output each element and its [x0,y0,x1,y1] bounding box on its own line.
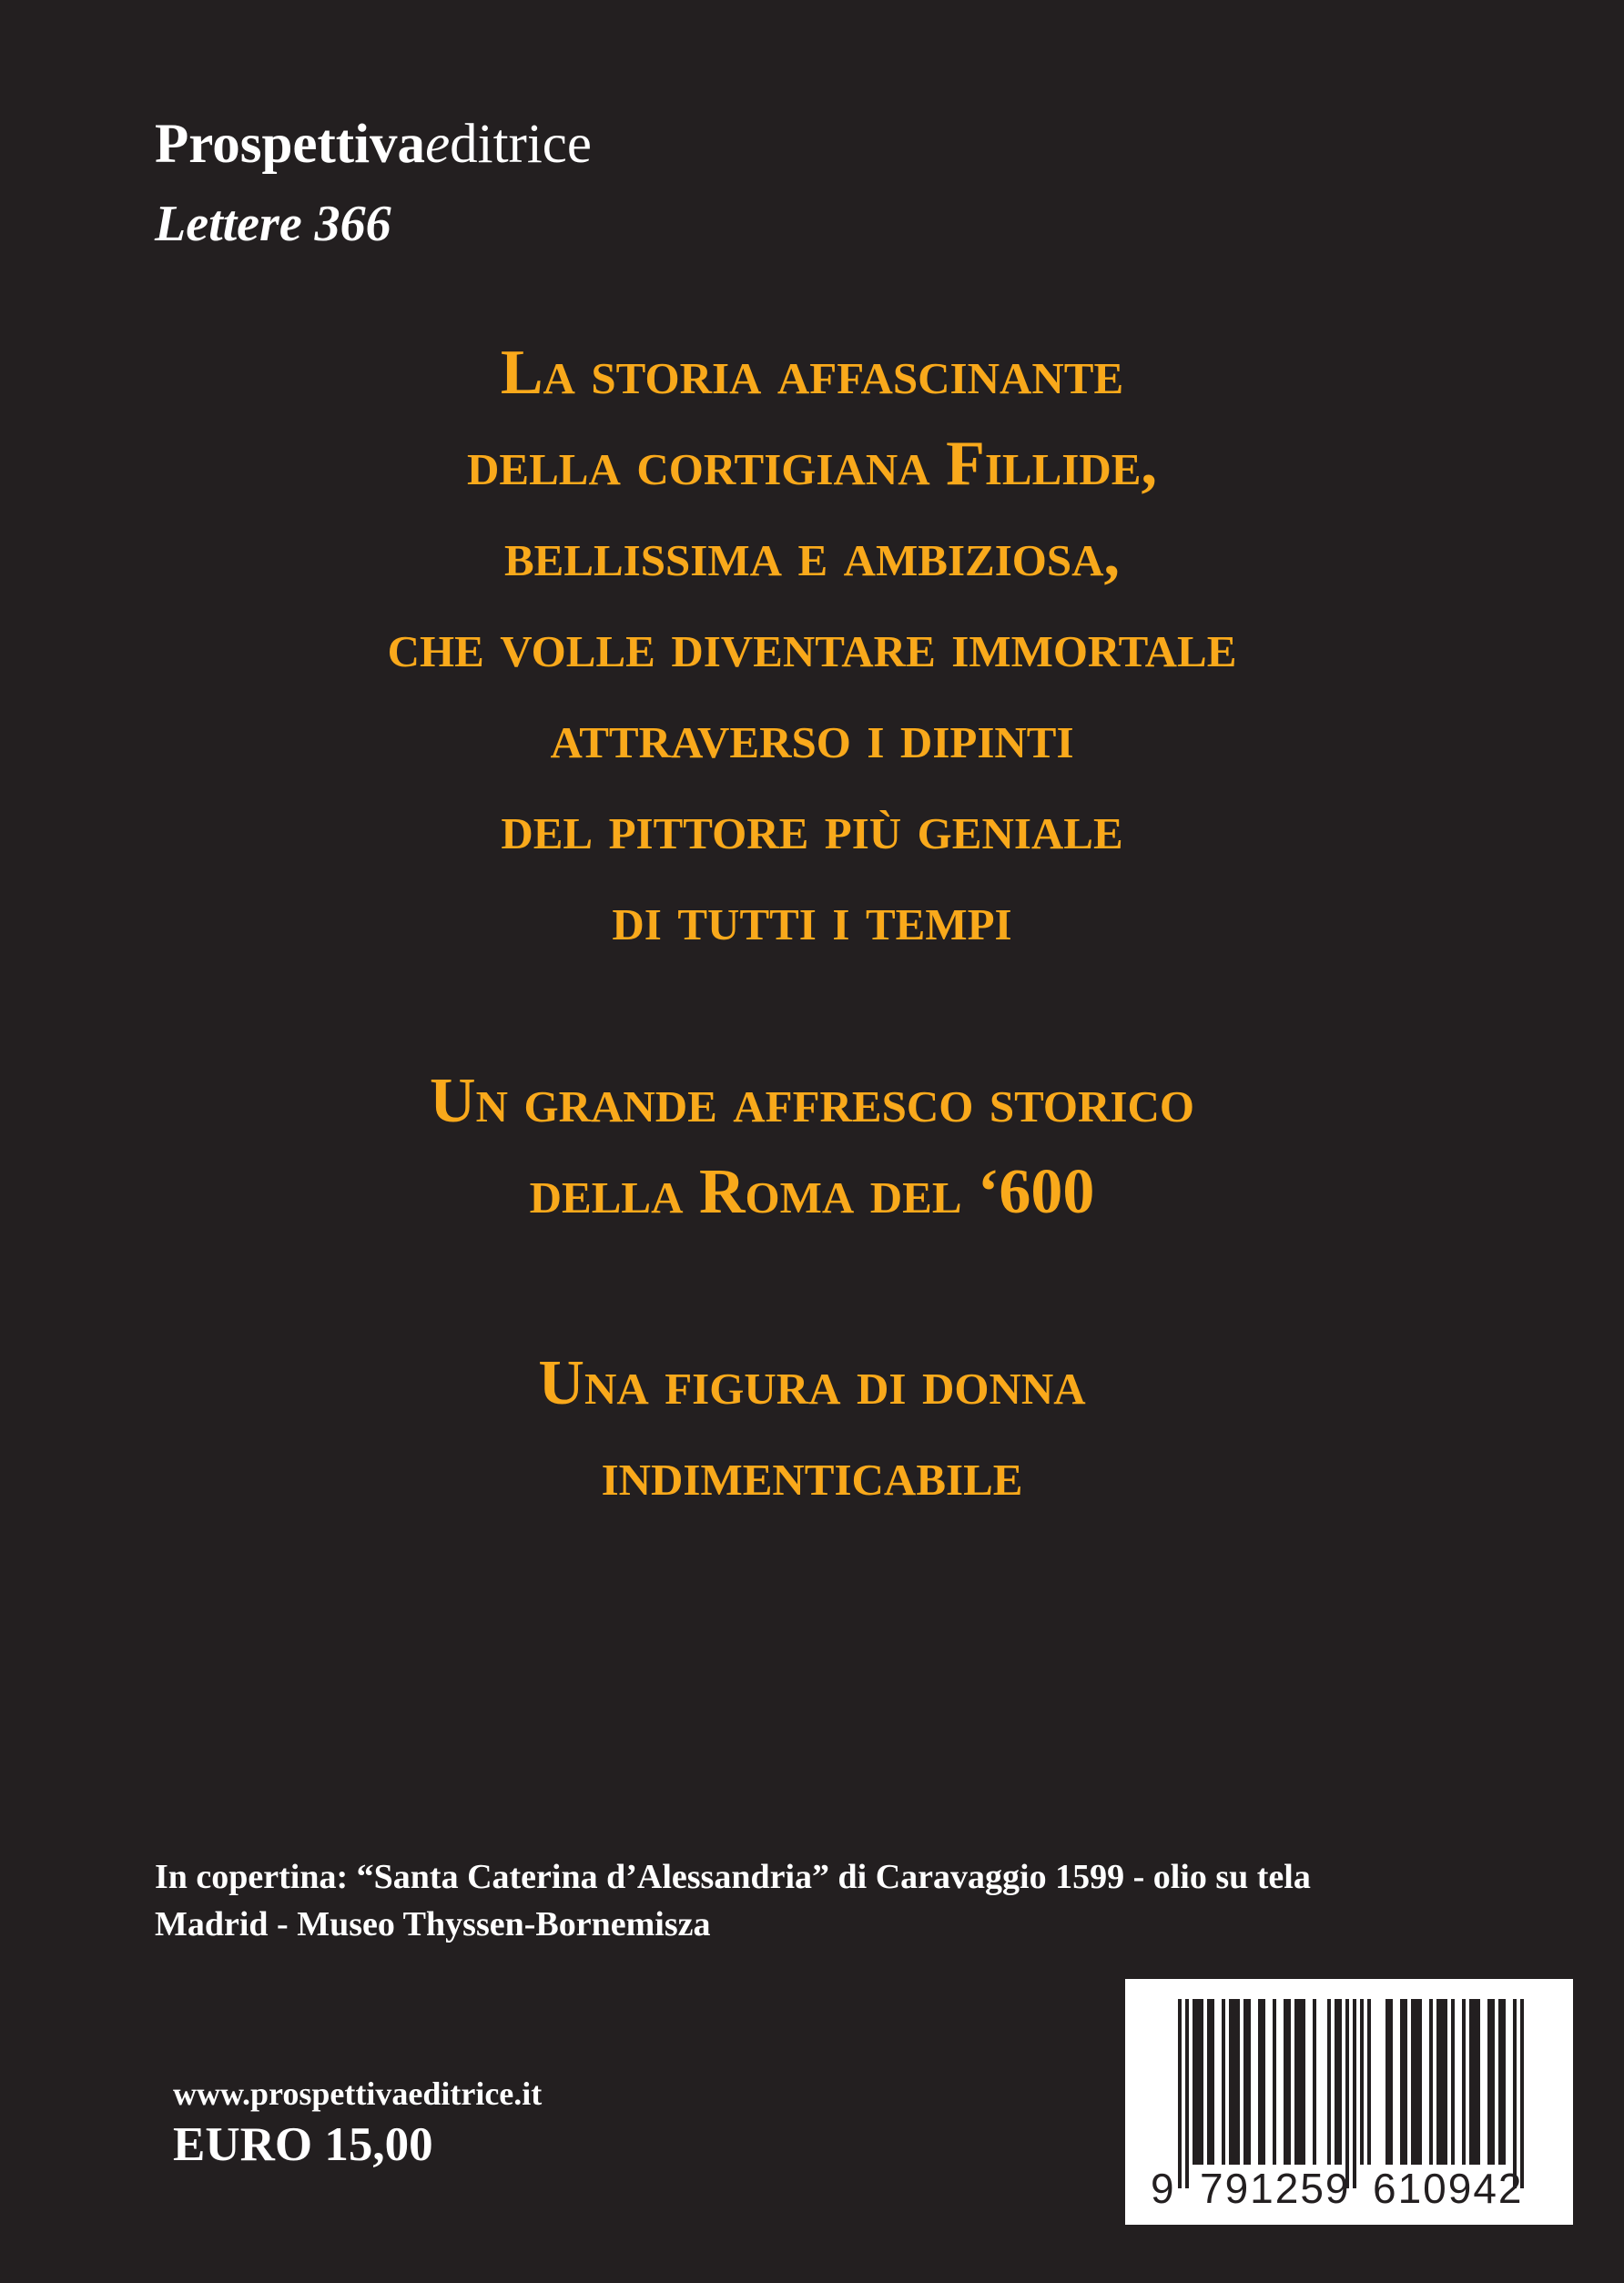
barcode-bar [1287,1999,1291,2165]
blurb-line: di tutti i tempi [612,884,1012,954]
barcode-bar [1207,1999,1211,2165]
publisher-name-italic: e [425,114,451,175]
barcode-bar [1196,1999,1200,2165]
caption-line: Madrid - Museo Thyssen-Bornemisza [155,1905,711,1943]
publisher-name [155,114,592,175]
barcode-bar [1200,1999,1203,2165]
barcode-bar [1513,1999,1517,2188]
series-label: Lettere 366 [155,196,391,252]
barcode-bar [1294,1999,1298,2165]
barcode-bar [1440,1999,1444,2165]
cover-caption [155,1853,1311,1948]
blurb-line: La storia affascinante [500,338,1124,408]
blurb-line: della Roma del ‘600 [529,1157,1095,1227]
blurb-line: attraverso i dipinti [550,702,1074,772]
barcode-bar [1178,1999,1182,2188]
barcode-bar [1487,1999,1491,2165]
barcode-bar [1415,1999,1418,2165]
barcode-bar [1273,1999,1276,2165]
barcode-bar [1385,1999,1389,2165]
barcode-bar [1211,1999,1214,2165]
barcode-bar [1284,1999,1287,2165]
barcode-digits-left: 791259 [1200,2165,1351,2212]
barcode-bar [1247,1999,1251,2165]
blurb-main [0,328,1624,965]
barcode-bar [1436,1999,1440,2165]
price-label: EURO 15,00 [173,2118,433,2171]
barcode-bar [1444,1999,1447,2165]
barcode-bar [1338,1999,1342,2165]
barcode-bar [1313,1999,1316,2165]
blurb-woman [0,1338,1624,1520]
barcode-bar [1411,1999,1415,2165]
barcode-bar [1477,1999,1480,2165]
publisher-name-rest: ditrice [450,114,592,175]
barcode-bar [1451,1999,1455,2165]
barcode-bar [1367,1999,1371,2165]
blurb-line: indimenticabile [601,1439,1023,1509]
barcode-bar [1193,1999,1196,2165]
barcode-bar [1418,1999,1422,2165]
barcode-bar [1345,1999,1349,2188]
barcode-bar [1400,1999,1404,2165]
barcode-bar [1222,1999,1225,2165]
website-url: www.prospettivaeditrice.it [173,2075,543,2112]
barcode-bar [1262,1999,1265,2165]
barcode-bar [1491,1999,1495,2165]
publisher-name-bold: Prospettiva [155,114,426,175]
barcode-bar [1258,1999,1262,2165]
barcode-bar [1469,1999,1473,2165]
barcode-bar [1462,1999,1466,2165]
barcode-digits-right: 610942 [1373,2165,1524,2212]
blurb-line: che volle diventare immortale [387,611,1237,681]
barcode [1125,1979,1573,2225]
barcode-bar [1473,1999,1477,2165]
barcode-bar [1429,1999,1433,2165]
barcode-bar [1229,1999,1233,2165]
barcode-bar [1520,1999,1524,2188]
barcode-bar [1404,1999,1407,2165]
blurb-line: Una figura di donna [538,1348,1086,1418]
caption-line: In copertina: “Santa Caterina d’Alessandria” di Caravaggio 1599 - olio su tela [155,1858,1311,1896]
barcode-bar [1233,1999,1236,2165]
barcode-bar [1243,1999,1247,2165]
barcode-bar [1353,1999,1356,2188]
barcode-bar [1327,1999,1331,2165]
blurb-line: Un grande affresco storico [430,1066,1194,1136]
blurb-line: bellissima e ambiziosa, [503,520,1121,590]
barcode-bar [1185,1999,1189,2188]
barcode-bar [1502,1999,1506,2165]
blurb-line: della cortigiana Fillide, [467,429,1157,499]
barcode-bar [1498,1999,1502,2165]
barcode-digits [1125,2161,1573,2216]
barcode-bar [1236,1999,1240,2165]
barcode-bar [1302,1999,1305,2165]
barcode-bar [1360,1999,1364,2165]
barcode-bar [1389,1999,1393,2165]
barcode-digit-first: 9 [1151,2165,1174,2212]
barcode-bar [1335,1999,1338,2165]
blurb-line: del pittore più geniale [501,793,1123,863]
blurb-fresco [0,1056,1624,1238]
barcode-bar [1298,1999,1302,2165]
